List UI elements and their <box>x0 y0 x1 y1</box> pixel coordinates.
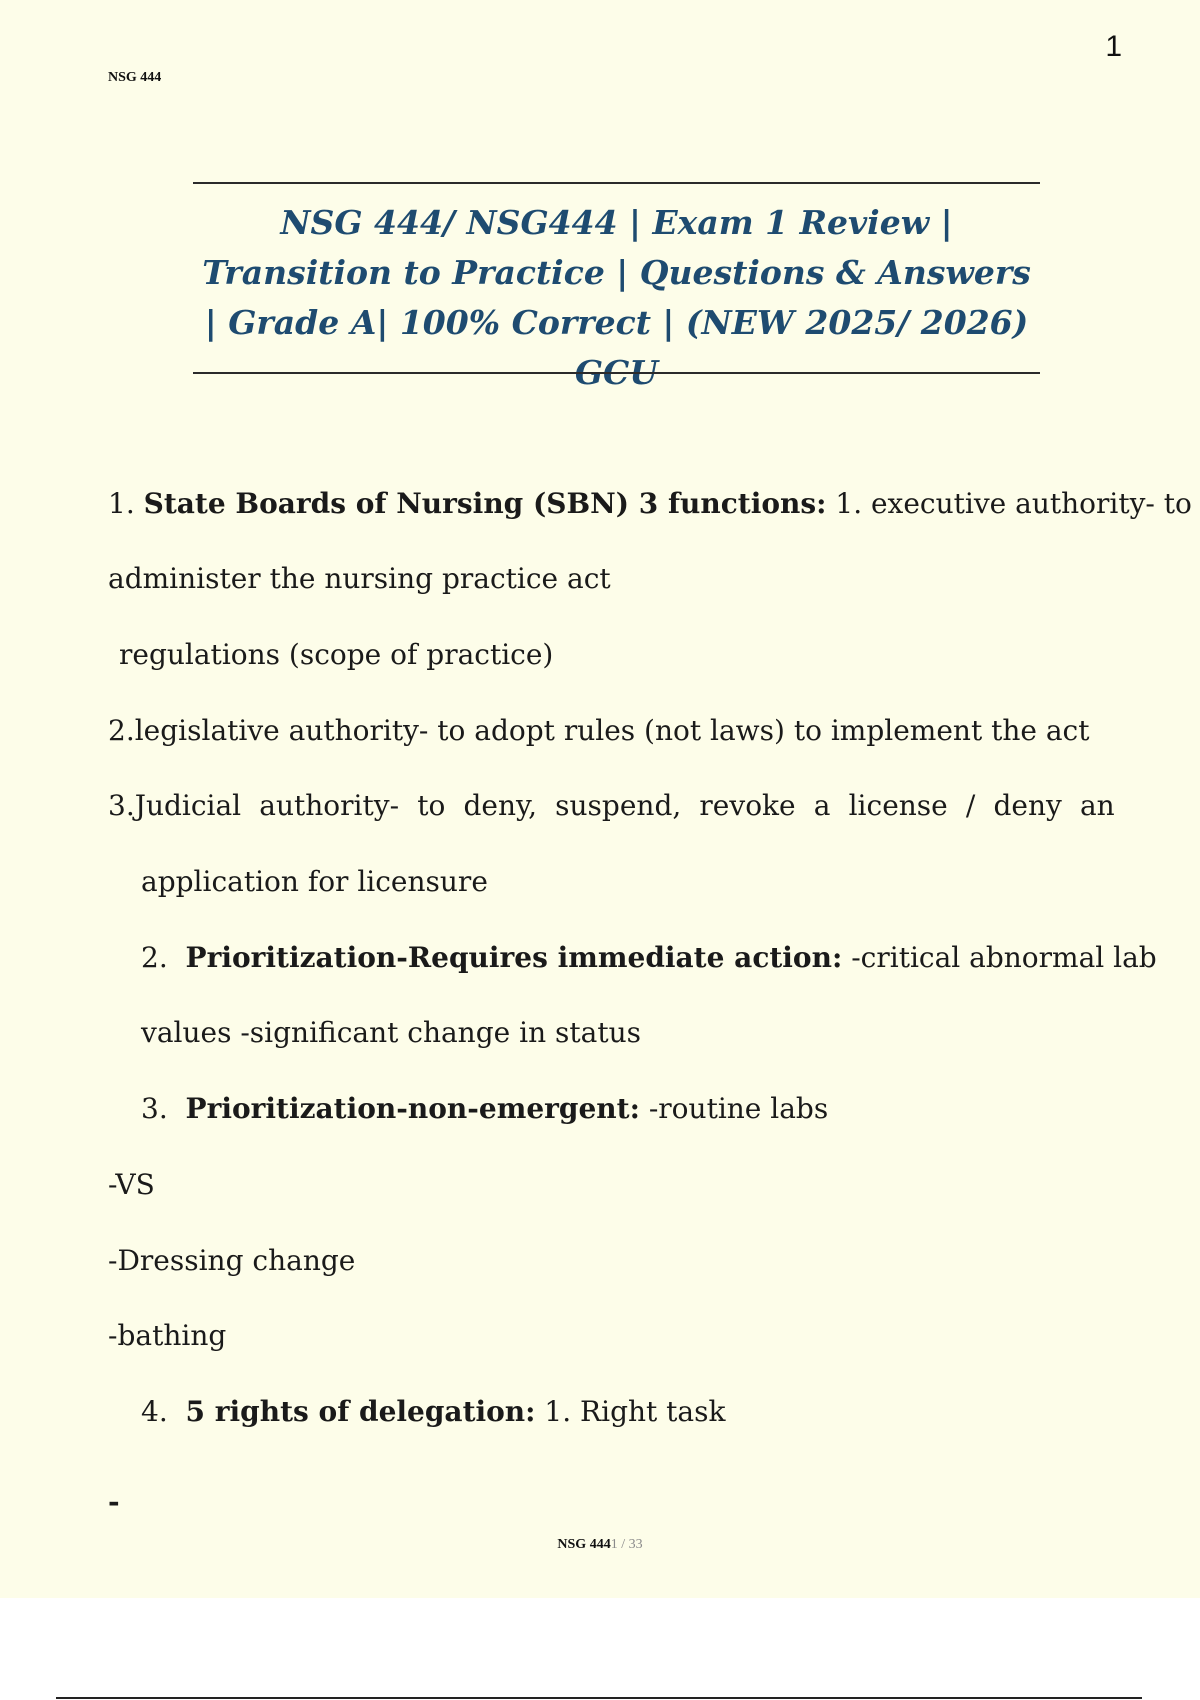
q3-line-1 <box>141 1091 828 1127</box>
title-bottom-rule <box>193 372 1040 374</box>
q3-term: Prioritization-non-emergent: <box>185 1092 640 1125</box>
q2-number: 2. <box>141 941 168 974</box>
q1-line-3: regulations (scope of practice) <box>119 638 554 671</box>
running-header: NSG 444 <box>108 70 162 85</box>
next-page-divider <box>56 1697 1142 1699</box>
q2-line-2: values -significant change in status <box>141 1016 641 1049</box>
q1-line-2: administer the nursing practice act <box>108 562 611 595</box>
q4-line-2: - <box>108 1485 120 1518</box>
q2-term: Prioritization-Requires immediate action: <box>185 941 843 974</box>
q1-line-5 <box>108 788 1115 824</box>
q1-line-6: application for licensure <box>141 865 488 898</box>
q3-line-3: -Dressing change <box>108 1244 356 1277</box>
q1-line-5-number: 3. <box>108 789 135 822</box>
q1-line-4 <box>108 713 1089 749</box>
q3-number: 3. <box>141 1092 168 1125</box>
q3-line-4: -bathing <box>108 1319 227 1352</box>
q3-line-2: -VS <box>108 1168 155 1201</box>
q1-line-4-text: legislative authority- to adopt rules (not laws) to implement the act <box>134 714 1090 747</box>
q1-line-4-number: 2. <box>108 714 135 747</box>
q1-line-1 <box>108 486 1192 522</box>
q4-number: 4. <box>141 1395 168 1428</box>
q1-definition-start: 1. executive authority- to <box>835 487 1192 520</box>
q2-line-1 <box>141 940 1157 976</box>
footer-page-count: 1 / 33 <box>610 1537 643 1552</box>
q4-term: 5 rights of delegation: <box>185 1395 536 1428</box>
q4-definition-start: 1. Right task <box>544 1395 726 1428</box>
q2-definition-start: -critical abnormal lab <box>851 941 1157 974</box>
page-footer <box>0 1537 1200 1553</box>
page-number: 1 <box>1105 30 1122 63</box>
footer-name: NSG 444 <box>557 1537 611 1552</box>
q1-term: State Boards of Nursing (SBN) 3 functions: <box>143 487 827 520</box>
q1-line-5-text: Judicial authority- to deny, suspend, revoke a license / deny an <box>134 789 1115 822</box>
q1-number: 1. <box>108 487 135 520</box>
q3-definition-start: -routine labs <box>648 1092 829 1125</box>
title-top-rule <box>193 182 1040 184</box>
q4-line-1 <box>141 1394 725 1430</box>
document-title: NSG 444/ NSG444 | Exam 1 Review | Transition to Practice | Questions & Answers | Grade A| 100% Correct | (NEW 2025/ 2026) GCU <box>202 203 1031 392</box>
